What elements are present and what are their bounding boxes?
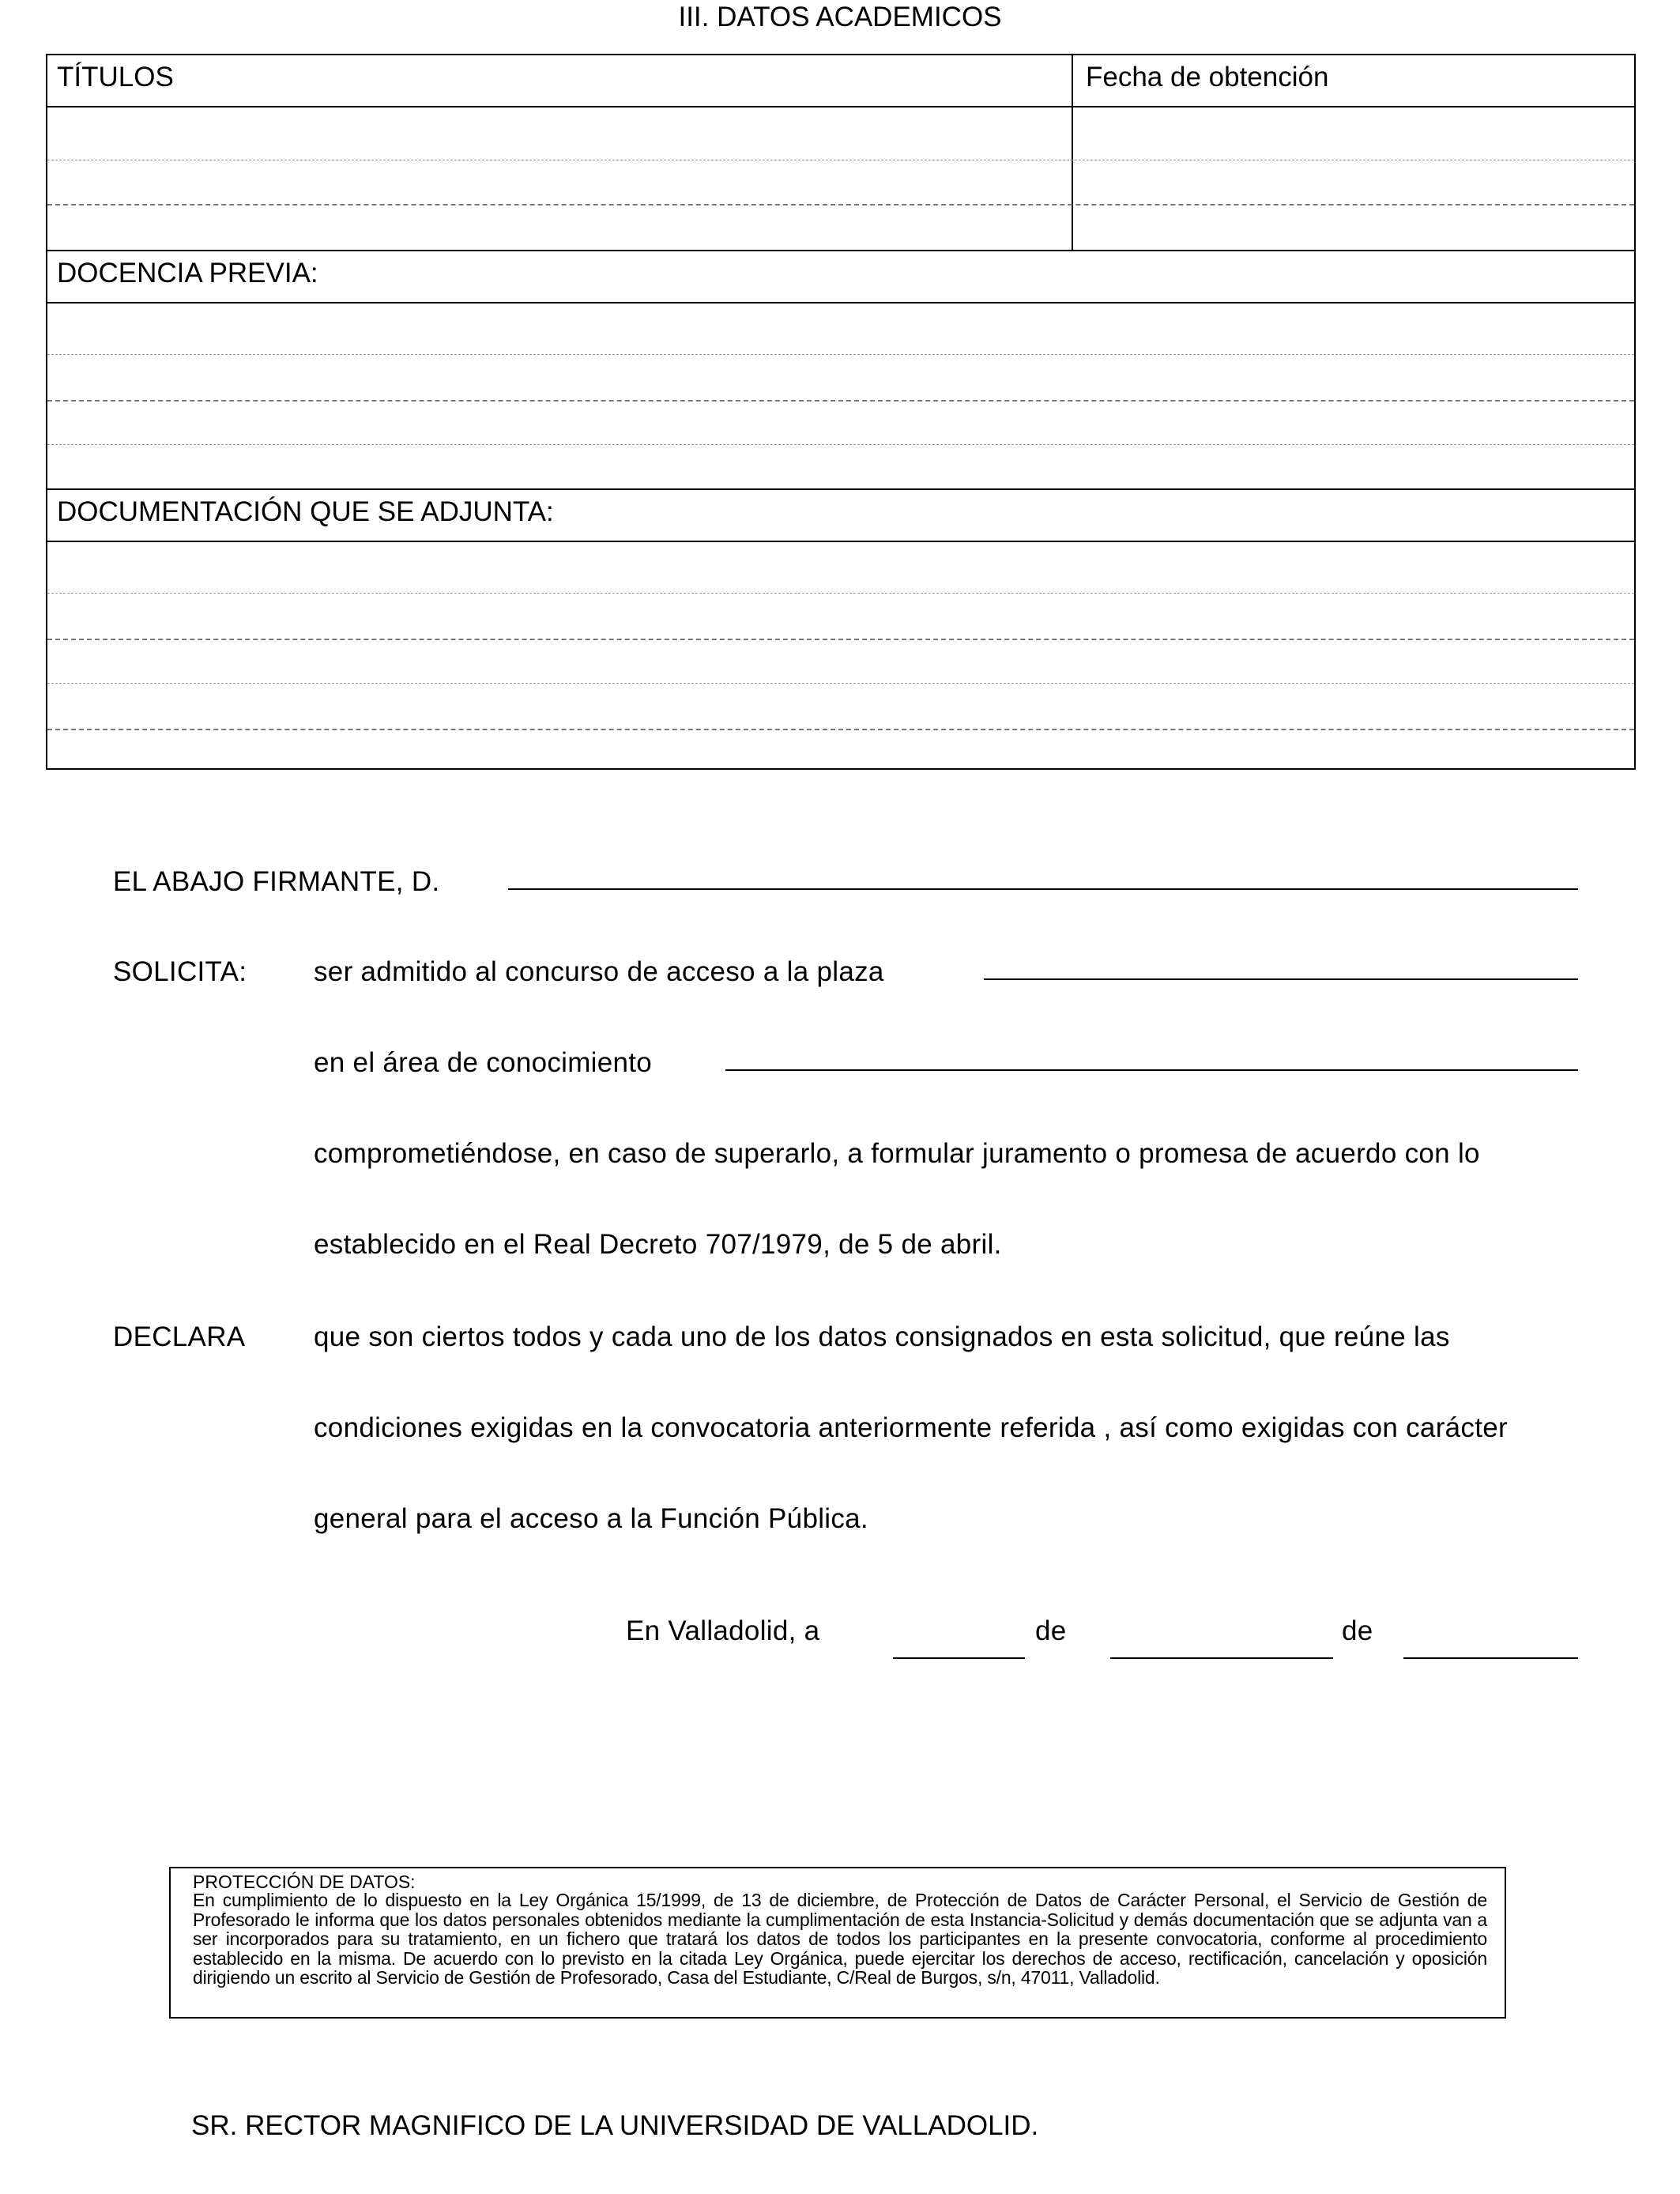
academic-data-table bbox=[46, 54, 1636, 770]
documentacion-field-5[interactable] bbox=[55, 733, 1628, 767]
plaza-input[interactable] bbox=[988, 947, 1576, 978]
titulos-header: TÍTULOS bbox=[57, 62, 174, 92]
section-divider bbox=[47, 488, 1634, 490]
declara-label: DECLARA bbox=[113, 1321, 246, 1352]
area-input[interactable] bbox=[730, 1038, 1576, 1069]
declara-line-3: general para el acceso a la Función Pública. bbox=[314, 1503, 868, 1534]
header-divider bbox=[47, 541, 1634, 542]
privacy-notice-box bbox=[169, 1867, 1506, 2019]
documentacion-header: DOCUMENTACIÓN QUE SE ADJUNTA: bbox=[57, 496, 554, 527]
docencia-field-1[interactable] bbox=[55, 308, 1628, 349]
solicita-line-3: comprometiéndose, en caso de superarlo, a formular juramento o promesa de acuerdo con lo bbox=[314, 1138, 1480, 1169]
plaza-line bbox=[984, 978, 1578, 980]
fecha-de-1: de bbox=[1035, 1615, 1067, 1646]
fecha-de-2: de bbox=[1342, 1615, 1373, 1646]
row-line bbox=[47, 639, 1634, 640]
titulo-field-3[interactable] bbox=[55, 207, 1064, 247]
firmante-name-input[interactable] bbox=[514, 857, 1576, 888]
privacy-text: En cumplimiento de lo dispuesto en la Ley Orgánica 15/1999, de 13 de diciembre, de Protección de Datos de Carácter Personal, el Servicio de Gestión de Profesorado le informa que los datos personales obtenidos mediante la cumplimentación de esta Instancia-Solicitud y demás documentación que se adjunta van a ser incorporados para su tratamiento, en un fichero que tratará los datos de todos los participantes en la presente convocatoria, conforme al procedimiento establecido en la misma. De acuerdo con lo previsto en la citada Ley Orgánica, puede ejercitar los derechos de acceso, rectificación, cancelación y oposición dirigiendo un escrito al Servicio de Gestión de Profesorado, Casa del Estudiante, C/Real de Burgos, s/n, 47011, Valladolid. bbox=[193, 1890, 1487, 1988]
solicita-label: SOLICITA: bbox=[113, 956, 247, 987]
privacy-title: PROTECCIÓN DE DATOS: bbox=[193, 1872, 416, 1892]
fecha-field-2[interactable] bbox=[1081, 163, 1626, 202]
firmante-label: EL ABAJO FIRMANTE, D. bbox=[113, 866, 440, 897]
docencia-field-3[interactable] bbox=[55, 405, 1628, 441]
section-divider bbox=[47, 250, 1634, 251]
addressee-footer: SR. RECTOR MAGNIFICO DE LA UNIVERSIDAD DE VALLADOLID. bbox=[191, 2110, 1039, 2141]
row-line bbox=[47, 729, 1634, 730]
day-line bbox=[893, 1657, 1025, 1659]
year-line bbox=[1403, 1657, 1578, 1659]
docencia-field-4[interactable] bbox=[55, 449, 1628, 484]
solicita-line-4: establecido en el Real Decreto 707/1979, de 5 de abril. bbox=[314, 1229, 1002, 1260]
documentacion-field-4[interactable] bbox=[55, 688, 1628, 724]
month-input[interactable] bbox=[1114, 1625, 1332, 1657]
fecha-field-1[interactable] bbox=[1081, 114, 1626, 158]
area-line bbox=[725, 1069, 1578, 1071]
row-line bbox=[47, 400, 1634, 401]
row-line bbox=[47, 683, 1634, 684]
fecha-header: Fecha de obtención bbox=[1086, 62, 1329, 92]
fecha-prefix: En Valladolid, a bbox=[626, 1615, 820, 1646]
firmante-name-line bbox=[508, 888, 1578, 890]
section-title: III. DATOS ACADEMICOS bbox=[678, 2, 1002, 32]
column-divider bbox=[1072, 55, 1073, 250]
titulo-field-2[interactable] bbox=[55, 163, 1064, 202]
documentacion-field-1[interactable] bbox=[55, 547, 1628, 588]
declara-line-2: condiciones exigidas en la convocatoria anteriormente referida , así como exigidas con carácter bbox=[314, 1412, 1508, 1443]
declara-line-1: que son ciertos todos y cada uno de los datos consignados en esta solicitud, que reúne las bbox=[314, 1321, 1450, 1352]
fecha-field-3[interactable] bbox=[1081, 207, 1626, 247]
row-line bbox=[47, 444, 1634, 445]
documentacion-field-3[interactable] bbox=[55, 643, 1628, 680]
docencia-header: DOCENCIA PREVIA: bbox=[57, 258, 318, 288]
month-line bbox=[1110, 1657, 1333, 1659]
docencia-field-2[interactable] bbox=[55, 359, 1628, 398]
day-input[interactable] bbox=[896, 1625, 1026, 1657]
header-divider bbox=[47, 106, 1634, 107]
solicita-line-1: ser admitido al concurso de acceso a la plaza bbox=[314, 956, 884, 987]
row-line bbox=[47, 593, 1634, 594]
row-line bbox=[47, 354, 1634, 355]
header-divider bbox=[47, 302, 1634, 303]
year-input[interactable] bbox=[1407, 1625, 1577, 1657]
documentacion-field-2[interactable] bbox=[55, 598, 1628, 635]
titulo-field-1[interactable] bbox=[55, 114, 1064, 158]
solicita-line-2: en el área de conocimiento bbox=[314, 1047, 653, 1078]
row-line bbox=[47, 204, 1634, 205]
